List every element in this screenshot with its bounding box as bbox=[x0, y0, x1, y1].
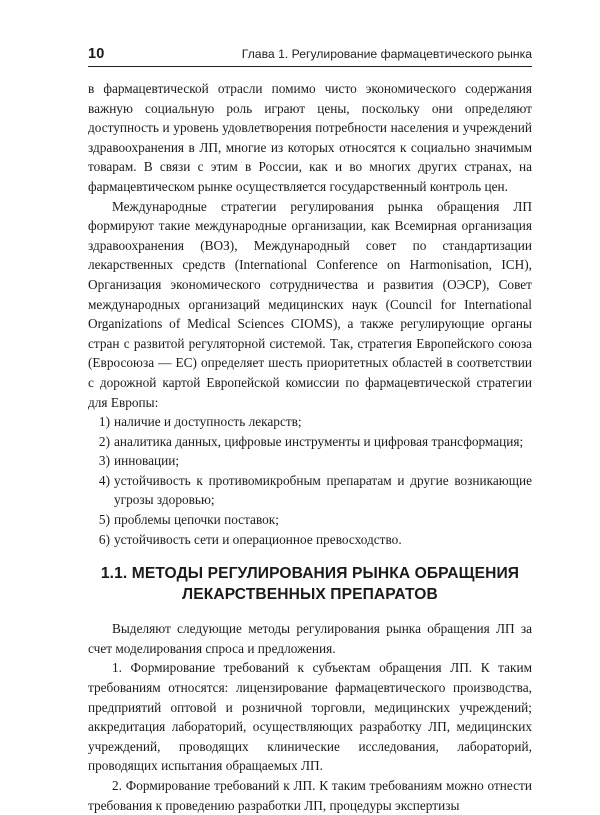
list-item-text: проблемы цепочки поставок; bbox=[114, 512, 279, 528]
list-item-text: устойчивость сети и операционное превосходство. bbox=[114, 531, 402, 547]
list-item-text: наличие и доступность лекарств; bbox=[114, 414, 302, 430]
list-item-text: аналитика данных, цифровые инструменты и цифровая трансформация; bbox=[114, 433, 524, 449]
list-marker: 4) bbox=[98, 472, 110, 488]
list-marker: 5) bbox=[98, 512, 110, 528]
list-item bbox=[88, 510, 532, 530]
list-item bbox=[88, 432, 532, 452]
paragraph-international-strategies: Международные стратегии регулирования рынка обращения ЛП формируют такие международные организации, как Всемирная организация здравоохранения (ВОЗ), Международный совет по стандартизации лекарственных средств (International Conference on Harmonisation, ICH), Организация экономического сотрудничества и развития (ОЭСР), Совет международных организаций медицинских наук (Council for International Organizations of Medical Sciences CIOMS), а также регулирующие органы стран с развитой регуляторной системой. Так, стратегия Европейского союза (Евросоюза — ЕС) определяет шесть приоритетных областей в соответствии с дорожной картой Европейской комиссии по фармацевтической стратегии для Европы: bbox=[88, 198, 532, 410]
list-marker: 6) bbox=[98, 531, 110, 547]
list-item bbox=[88, 471, 532, 510]
list-item bbox=[88, 412, 532, 432]
paragraph-method-2: 2. Формирование требований к ЛП. К таким требованиям можно отнести требования к проведению разработки ЛП, процедуры экспертизы bbox=[88, 778, 532, 813]
paragraph-pricing: в фармацевтической отрасли помимо чисто экономического содержания важную социальную роль играют цены, поскольку они определяют доступность и уровень удовлетворения потребности населения и учреждений здравоохранения в ЛП, многие из которых относятся к социально значимым товарам. В связи с этим в России, как и во многих других странах, на фармацевтическом рынке осуществляется государственный контроль цен. bbox=[88, 81, 532, 194]
running-header bbox=[88, 44, 532, 66]
list-marker: 1) bbox=[98, 414, 110, 430]
header-rule bbox=[88, 66, 532, 67]
section-heading bbox=[88, 563, 532, 605]
paragraph-section-intro: Выделяют следующие методы регулирования рынка обращения ЛП за счет моделирования спроса и предложения. bbox=[88, 621, 532, 656]
section-heading-line-2: ЛЕКАРСТВЕННЫХ ПРЕПАРАТОВ bbox=[182, 586, 438, 604]
list-item-text: инновации; bbox=[114, 453, 180, 469]
section-heading-line-1: 1.1. МЕТОДЫ РЕГУЛИРОВАНИЯ РЫНКА ОБРАЩЕНИЯ bbox=[100, 565, 520, 583]
list-item-text: устойчивость к противомикробным препаратам и другие возникающие угрозы здоровью; bbox=[114, 472, 532, 508]
chapter-title: Глава 1. Регулирование фармацевтического рынка bbox=[241, 47, 532, 61]
list-marker: 2) bbox=[98, 433, 110, 449]
priority-areas-list bbox=[88, 412, 532, 549]
body-text bbox=[88, 79, 532, 815]
list-item bbox=[88, 530, 532, 550]
list-marker: 3) bbox=[98, 453, 110, 469]
page-number: 10 bbox=[88, 46, 105, 62]
paragraph-method-1: 1. Формирование требований к субъектам обращения ЛП. К таким требованиям относятся: лицензирование фармацевтического производства, предприятий оптовой и розничной торговли, медицинских учреждений; аккредитация лабораторий, осуществляющих разработку ЛП, медицинских учреждений, проводящих клинические исследования, лабораторий, проводящих испытания обращаемых ЛП. bbox=[88, 660, 532, 774]
list-item bbox=[88, 451, 532, 471]
